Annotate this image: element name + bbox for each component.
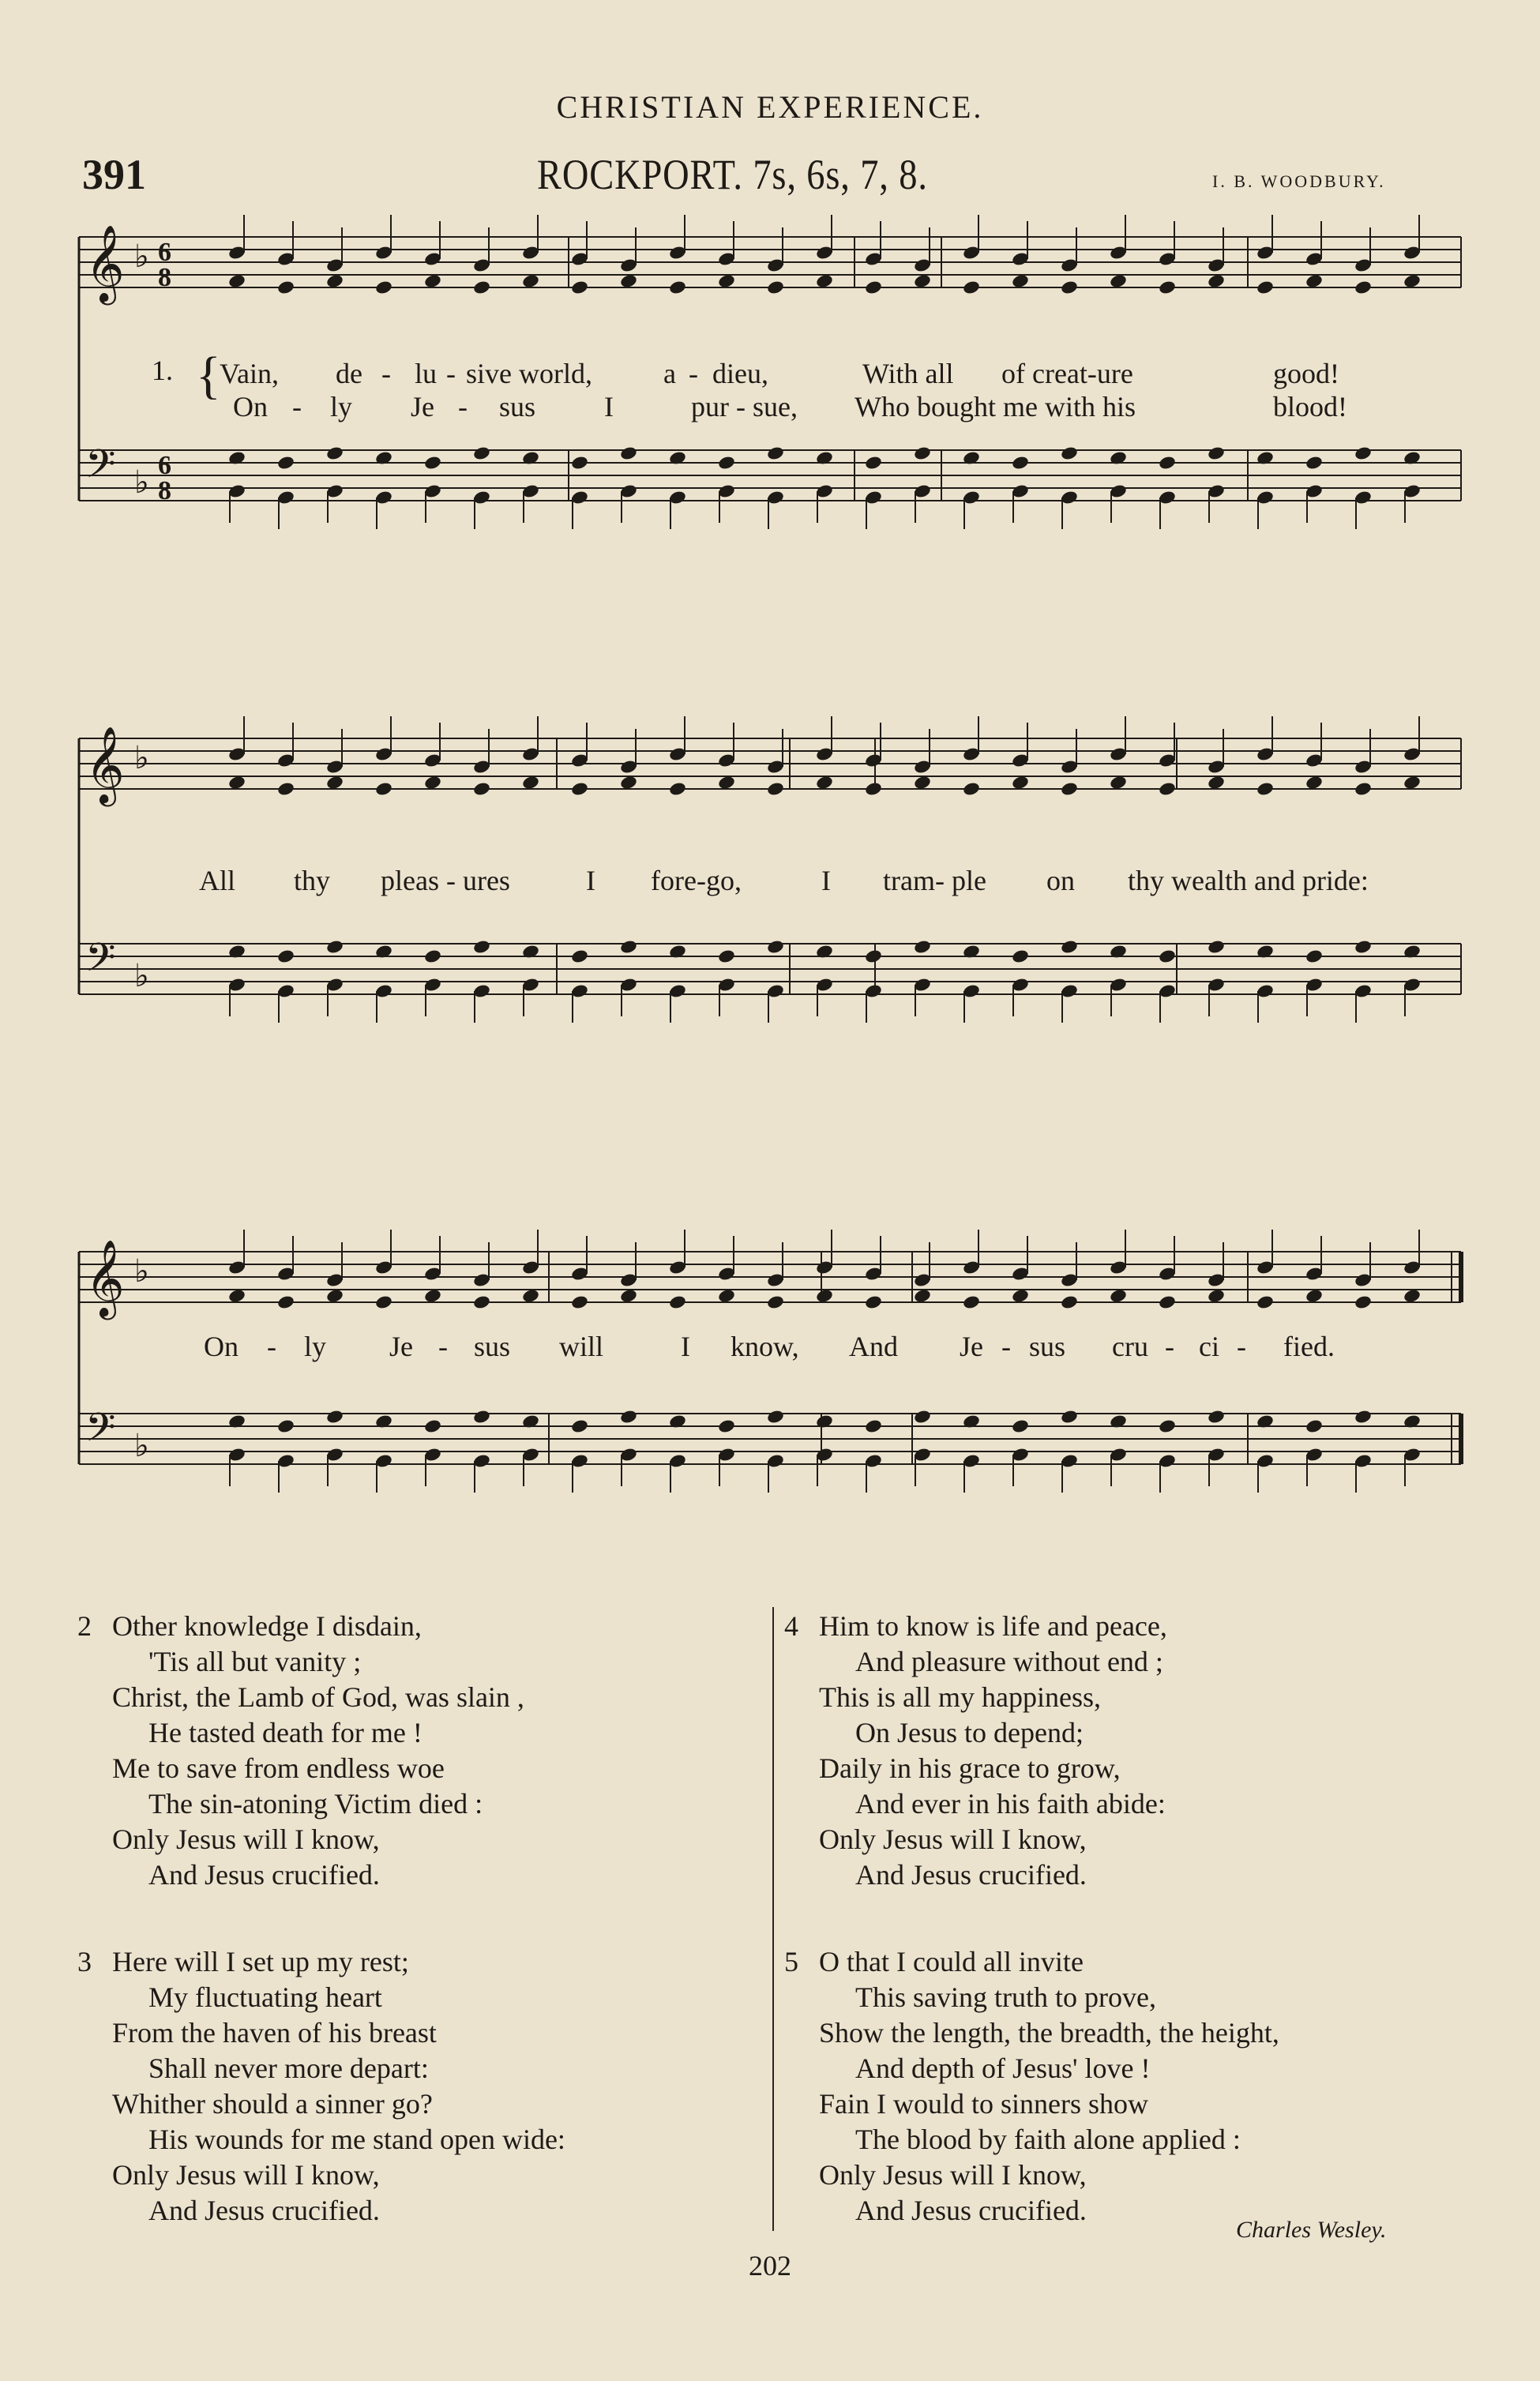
verse-line: And Jesus crucified. (148, 2195, 380, 2226)
verse-line: Fain I would to sinners show (819, 2088, 1148, 2120)
lyric-3-5: fore-go, (651, 865, 742, 896)
lyric-4-17: - (1237, 1331, 1246, 1362)
note-head (227, 775, 246, 791)
column-divider (772, 1607, 774, 2231)
note-head (1011, 1288, 1030, 1304)
note-head (1158, 455, 1177, 471)
note-head (1207, 1409, 1226, 1425)
lyric-3-2: thy (294, 865, 331, 896)
time-signature-top: 6 (158, 238, 171, 267)
note-head (619, 775, 638, 791)
flat-sign: ♭ (134, 740, 149, 776)
note-head (1403, 1288, 1422, 1304)
note-head (815, 273, 834, 289)
stanza-brace: { (196, 347, 221, 404)
note-head (717, 1418, 736, 1434)
time-signature-top: 6 (158, 451, 171, 480)
verse-line: Him to know is life and peace, (819, 1610, 1167, 1642)
lyric-2-5: - (458, 391, 468, 422)
note-head (521, 775, 540, 791)
verse-line: Shall never more depart: (148, 2052, 429, 2084)
lyric-3-4: I (586, 865, 595, 896)
lyric-1-6: sive world, (466, 358, 592, 389)
note-head (1158, 1294, 1177, 1310)
note-head (276, 1294, 295, 1310)
note-head (1305, 948, 1324, 964)
lyric-4-6: sus (474, 1331, 511, 1362)
note-head (276, 455, 295, 471)
note-head (325, 445, 344, 461)
note-head (1060, 280, 1079, 295)
note-head (1354, 445, 1373, 461)
note-head (1011, 273, 1030, 289)
note-head (1305, 1288, 1324, 1304)
lyric-1-8: - (689, 358, 698, 389)
verse-line: Whither should a sinner go? (112, 2088, 433, 2120)
verse-line: Christ, the Lamb of God, was slain , (112, 1681, 524, 1713)
note-head (472, 939, 491, 955)
note-head (472, 781, 491, 797)
note-head (1109, 1288, 1128, 1304)
note-head (766, 781, 785, 797)
verse-line: His wounds for me stand open wide: (148, 2124, 565, 2155)
note-head (521, 273, 540, 289)
note-head (227, 1288, 246, 1304)
verse-4 (784, 1609, 1167, 1893)
note-head (1354, 280, 1373, 295)
note-head (1256, 280, 1275, 295)
note-head (1060, 781, 1079, 797)
note-head (619, 1288, 638, 1304)
note-head (619, 273, 638, 289)
verse-line: The sin-atoning Victim died : (148, 1788, 483, 1820)
verse-line: He tasted death for me ! (148, 1717, 423, 1748)
lyric-1-5: - (446, 358, 456, 389)
note-head (913, 775, 932, 791)
lyric-3-6: I (821, 865, 831, 896)
note-head (1011, 775, 1030, 791)
verse-line: And pleasure without end ; (855, 1646, 1163, 1677)
note-head (570, 781, 589, 797)
verse-line: Only Jesus will I know, (112, 2159, 380, 2191)
note-head (472, 280, 491, 295)
note-head (717, 948, 736, 964)
lyric-4-3: ly (304, 1331, 327, 1362)
note-head (1354, 1294, 1373, 1310)
note-head (1256, 781, 1275, 797)
time-signature-bottom: 8 (158, 476, 171, 505)
note-head (1207, 775, 1226, 791)
composer: I. B. WOODBURY. (1212, 171, 1386, 191)
lyric-1-10: With all (862, 358, 954, 389)
note-head (1109, 273, 1128, 289)
verse-line: Daily in his grace to grow, (819, 1752, 1121, 1784)
lyric-3-9: thy wealth and pride: (1128, 865, 1369, 896)
note-head (766, 445, 785, 461)
note-head (570, 948, 589, 964)
lyric-4-10: And (849, 1331, 898, 1362)
note-head (962, 1294, 981, 1310)
note-head (423, 948, 442, 964)
note-head (423, 455, 442, 471)
note-head (913, 939, 932, 955)
note-head (1207, 445, 1226, 461)
lyric-1-12: good! (1273, 358, 1339, 389)
note-head (1305, 273, 1324, 289)
note-head (276, 1418, 295, 1434)
lyric-4-7: will (559, 1331, 604, 1362)
note-head (325, 1409, 344, 1425)
note-head (423, 1288, 442, 1304)
verse-3 (77, 1944, 565, 2229)
note-head (374, 781, 393, 797)
note-head (717, 455, 736, 471)
note-head (766, 1409, 785, 1425)
note-head (276, 948, 295, 964)
treble-clef: 𝄞 (85, 726, 125, 803)
note-head (619, 939, 638, 955)
note-head (472, 1294, 491, 1310)
note-head (325, 939, 344, 955)
note-head (325, 273, 344, 289)
note-head (374, 1294, 393, 1310)
lyric-3-7: tram- ple (883, 865, 986, 896)
note-head (1011, 1418, 1030, 1434)
note-head (325, 775, 344, 791)
verse-line: This is all my happiness, (819, 1681, 1101, 1713)
lyric-4-1: On (204, 1331, 239, 1362)
note-head (325, 1288, 344, 1304)
note-head (717, 775, 736, 791)
verse-line: My fluctuating heart (148, 1981, 382, 2013)
note-head (864, 1418, 883, 1434)
lyric-1-3: - (381, 358, 391, 389)
note-head (962, 781, 981, 797)
lyric-2-10: blood! (1273, 391, 1347, 422)
verse-line: And depth of Jesus' love ! (855, 2052, 1151, 2084)
verse-line: On Jesus to depend; (855, 1717, 1084, 1748)
note-head (1158, 280, 1177, 295)
author-credit: Charles Wesley. (1236, 2217, 1387, 2243)
note-head (913, 1288, 932, 1304)
verse-line: And Jesus crucified. (855, 2195, 1087, 2226)
verse-line: Me to save from endless woe (112, 1752, 445, 1784)
lyric-4-16: ci (1199, 1331, 1219, 1362)
note-head (668, 1294, 687, 1310)
verse-line: From the haven of his breast (112, 2017, 437, 2049)
note-head (766, 939, 785, 955)
lyric-4-15: - (1165, 1331, 1174, 1362)
page-number: 202 (749, 2250, 791, 2281)
note-head (1305, 775, 1324, 791)
treble-clef: 𝄞 (85, 1239, 125, 1316)
note-head (717, 273, 736, 289)
note-head (864, 948, 883, 964)
lyric-4-13: sus (1029, 1331, 1066, 1362)
lyric-2-2: - (292, 391, 302, 422)
verse-line: This saving truth to prove, (855, 1981, 1156, 2013)
note-head (521, 1288, 540, 1304)
lyric-1-1: Vain, (220, 358, 279, 389)
verse-number: 4 (784, 1610, 798, 1642)
lyric-1-7: a (663, 358, 676, 389)
note-head (276, 781, 295, 797)
note-head (1256, 1294, 1275, 1310)
lyric-1-11: of creat-ure (1001, 358, 1133, 389)
note-head (864, 1294, 883, 1310)
note-head (717, 1288, 736, 1304)
lyric-4-8: I (681, 1331, 690, 1362)
treble-clef: 𝄞 (85, 224, 125, 302)
lyric-2-7: I (604, 391, 614, 422)
note-head (570, 1418, 589, 1434)
verse-line: Other knowledge I disdain, (112, 1610, 422, 1642)
note-head (864, 280, 883, 295)
note-head (619, 445, 638, 461)
note-head (570, 280, 589, 295)
lyric-3-3: pleas - ures (381, 865, 510, 896)
note-head (668, 280, 687, 295)
lyric-2-3: ly (330, 391, 353, 422)
note-head (227, 273, 246, 289)
lyric-4-4: Je (389, 1331, 413, 1362)
note-head (570, 1294, 589, 1310)
verse-5 (784, 1944, 1279, 2229)
lyric-2-8: pur - sue, (691, 391, 798, 422)
note-head (619, 1409, 638, 1425)
lyric-4-14: cru (1112, 1331, 1148, 1362)
note-head (668, 781, 687, 797)
verse-line: The blood by faith alone applied : (855, 2124, 1241, 2155)
flat-sign: ♭ (134, 464, 149, 501)
bass-clef: 𝄢 (85, 1405, 116, 1460)
lyric-1-9: dieu, (712, 358, 768, 389)
lyric-3-1: All (199, 865, 236, 896)
verse-line: And Jesus crucified. (148, 1859, 380, 1891)
note-head (1109, 775, 1128, 791)
verse-line: Show the length, the breadth, the height, (819, 2017, 1279, 2049)
verse-2 (77, 1609, 524, 1893)
section-title: CHRISTIAN EXPERIENCE. (556, 89, 984, 125)
lyric-4-5: - (438, 1331, 448, 1362)
note-head (1060, 1409, 1079, 1425)
note-head (1354, 1409, 1373, 1425)
note-head (1207, 273, 1226, 289)
bass-clef: 𝄢 (85, 935, 116, 990)
note-head (1305, 455, 1324, 471)
note-head (766, 1294, 785, 1310)
verse-line: Only Jesus will I know, (819, 2159, 1087, 2191)
verse-line: Only Jesus will I know, (112, 1823, 380, 1855)
lyric-4-11: Je (960, 1331, 983, 1362)
verse-line: And Jesus crucified. (855, 1859, 1087, 1891)
lyric-1-2: de (336, 358, 362, 389)
note-head (1207, 1288, 1226, 1304)
note-head (913, 445, 932, 461)
note-head (1060, 1294, 1079, 1310)
note-head (1207, 939, 1226, 955)
note-head (1158, 781, 1177, 797)
note-head (1158, 948, 1177, 964)
note-head (276, 280, 295, 295)
verse-line: O that I could all invite (819, 1946, 1084, 1977)
note-head (423, 775, 442, 791)
note-head (815, 1288, 834, 1304)
note-head (1060, 939, 1079, 955)
lyric-4-9: know, (731, 1331, 799, 1362)
note-head (1354, 939, 1373, 955)
lyric-2-1: On (233, 391, 268, 422)
note-head (374, 280, 393, 295)
note-head (570, 455, 589, 471)
note-head (1011, 948, 1030, 964)
flat-sign: ♭ (134, 958, 149, 994)
lyric-2-9: Who bought me with his (855, 391, 1136, 422)
lyric-4-12: - (1001, 1331, 1011, 1362)
note-head (1354, 781, 1373, 797)
lyric-4-2: - (267, 1331, 276, 1362)
note-head (1305, 1418, 1324, 1434)
verse-line: Here will I set up my rest; (112, 1946, 409, 1977)
lyric-1-4: lu (415, 358, 438, 389)
flat-sign: ♭ (134, 1253, 149, 1290)
tune-title: ROCKPORT. 7s, 6s, 7, 8. (537, 151, 928, 198)
note-head (864, 455, 883, 471)
lyric-4-18: fied. (1283, 1331, 1335, 1362)
note-head (766, 280, 785, 295)
note-head (1060, 445, 1079, 461)
bass-clef: 𝄢 (85, 441, 116, 497)
note-head (472, 445, 491, 461)
note-head (962, 280, 981, 295)
flat-sign: ♭ (134, 1428, 149, 1464)
note-head (913, 1409, 932, 1425)
lyric-2-4: Je (411, 391, 434, 422)
note-head (423, 1418, 442, 1434)
verse-number: 3 (77, 1946, 92, 1977)
note-head (1158, 1418, 1177, 1434)
verse-line: 'Tis all but vanity ; (148, 1646, 362, 1677)
verse-number: 2 (77, 1610, 92, 1642)
verse-number: 5 (784, 1946, 798, 1977)
hymn-number: 391 (82, 151, 146, 198)
verse-line: And ever in his faith abide: (855, 1788, 1166, 1820)
verse-line: Only Jesus will I know, (819, 1823, 1087, 1855)
time-signature-bottom: 8 (158, 263, 171, 292)
note-head (913, 273, 932, 289)
note-head (864, 781, 883, 797)
stanza-number: 1. (152, 355, 173, 386)
note-head (1403, 775, 1422, 791)
lyric-3-8: on (1046, 865, 1075, 896)
flat-sign: ♭ (134, 238, 149, 275)
note-head (1011, 455, 1030, 471)
lyric-2-6: sus (499, 391, 536, 422)
note-head (423, 273, 442, 289)
note-head (1403, 273, 1422, 289)
note-head (472, 1409, 491, 1425)
note-head (815, 775, 834, 791)
